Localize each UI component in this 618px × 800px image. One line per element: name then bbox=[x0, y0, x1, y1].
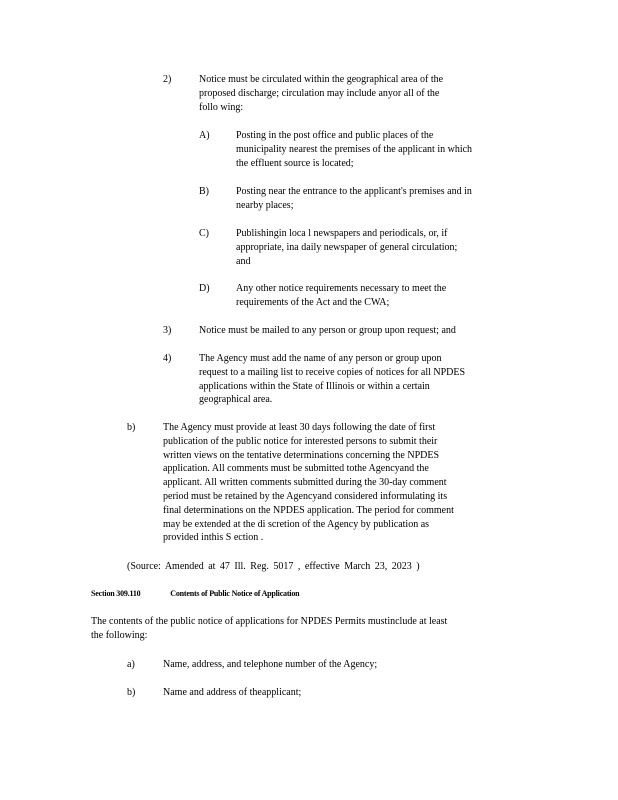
sub-item-marker: A) bbox=[199, 130, 210, 141]
sub-item-text: Posting in the post office and public places of the municipality nearest the premises of the applicant in which the effluent source is located; bbox=[236, 130, 473, 169]
sub-item-text: Posting near the entrance to the applicant's premises and in nearby places; bbox=[236, 186, 472, 211]
section-item-text: Name, address, and telephone number of the Agency; bbox=[163, 659, 378, 670]
subsection-text: The Agency must provide at least 30 days following the date of first publication of the public notice for interested persons to submit their written views on the tentative determinations concerning the NPDES application. All comments must be submitted tothe Agencyand the applicant. All written comments submitted during the 30-day comment period must be retained by the Agencyand considered informulating its final determinations on the NPDES application. The period for comment may be extended at the di scretion of the Agency by publication as provided inthis S ection . bbox=[163, 422, 454, 544]
section-item-marker: b) bbox=[127, 687, 136, 698]
section-number: Section 309.110 bbox=[91, 589, 141, 598]
section-item-marker: a) bbox=[127, 659, 135, 670]
list-item-text: Notice must be mailed to any person or group upon request; and bbox=[199, 325, 456, 336]
section-heading bbox=[91, 587, 299, 601]
sub-item-marker: C) bbox=[199, 228, 209, 239]
list-marker: 3) bbox=[163, 325, 172, 336]
sub-item-text: Any other notice requirements necessary to meet the requirements of the Act and the CWA; bbox=[236, 283, 447, 308]
section-item-text: Name and address of theapplicant; bbox=[163, 687, 302, 698]
subsection-marker: b) bbox=[127, 422, 136, 433]
sub-item-marker: B) bbox=[199, 186, 209, 197]
list-item-text: The Agency must add the name of any person or group upon request to a mailing list to receive copies of notices for all NPDES applications within the State of Illinois or within a certain geographical area. bbox=[199, 353, 466, 406]
sub-item-text: Publishingin loca l newspapers and periodicals, or, if appropriate, ina daily newspaper of general circulation; and bbox=[236, 228, 458, 267]
section-intro: The contents of the public notice of applications for NPDES Permits mustinclude at least the following: bbox=[91, 616, 448, 641]
section-title: Contents of Public Notice of Application bbox=[170, 589, 300, 598]
sub-item-marker: D) bbox=[199, 283, 210, 294]
list-marker: 2) bbox=[163, 74, 172, 85]
list-item-text: Notice must be circulated within the geographical area of the proposed discharge; circulation may include anyor all of the follo wing: bbox=[199, 74, 444, 113]
source-note: (Source: Amended at 47 Ill. Reg. 5017 , effective March 23, 2023 ) bbox=[127, 561, 420, 572]
list-marker: 4) bbox=[163, 353, 172, 364]
